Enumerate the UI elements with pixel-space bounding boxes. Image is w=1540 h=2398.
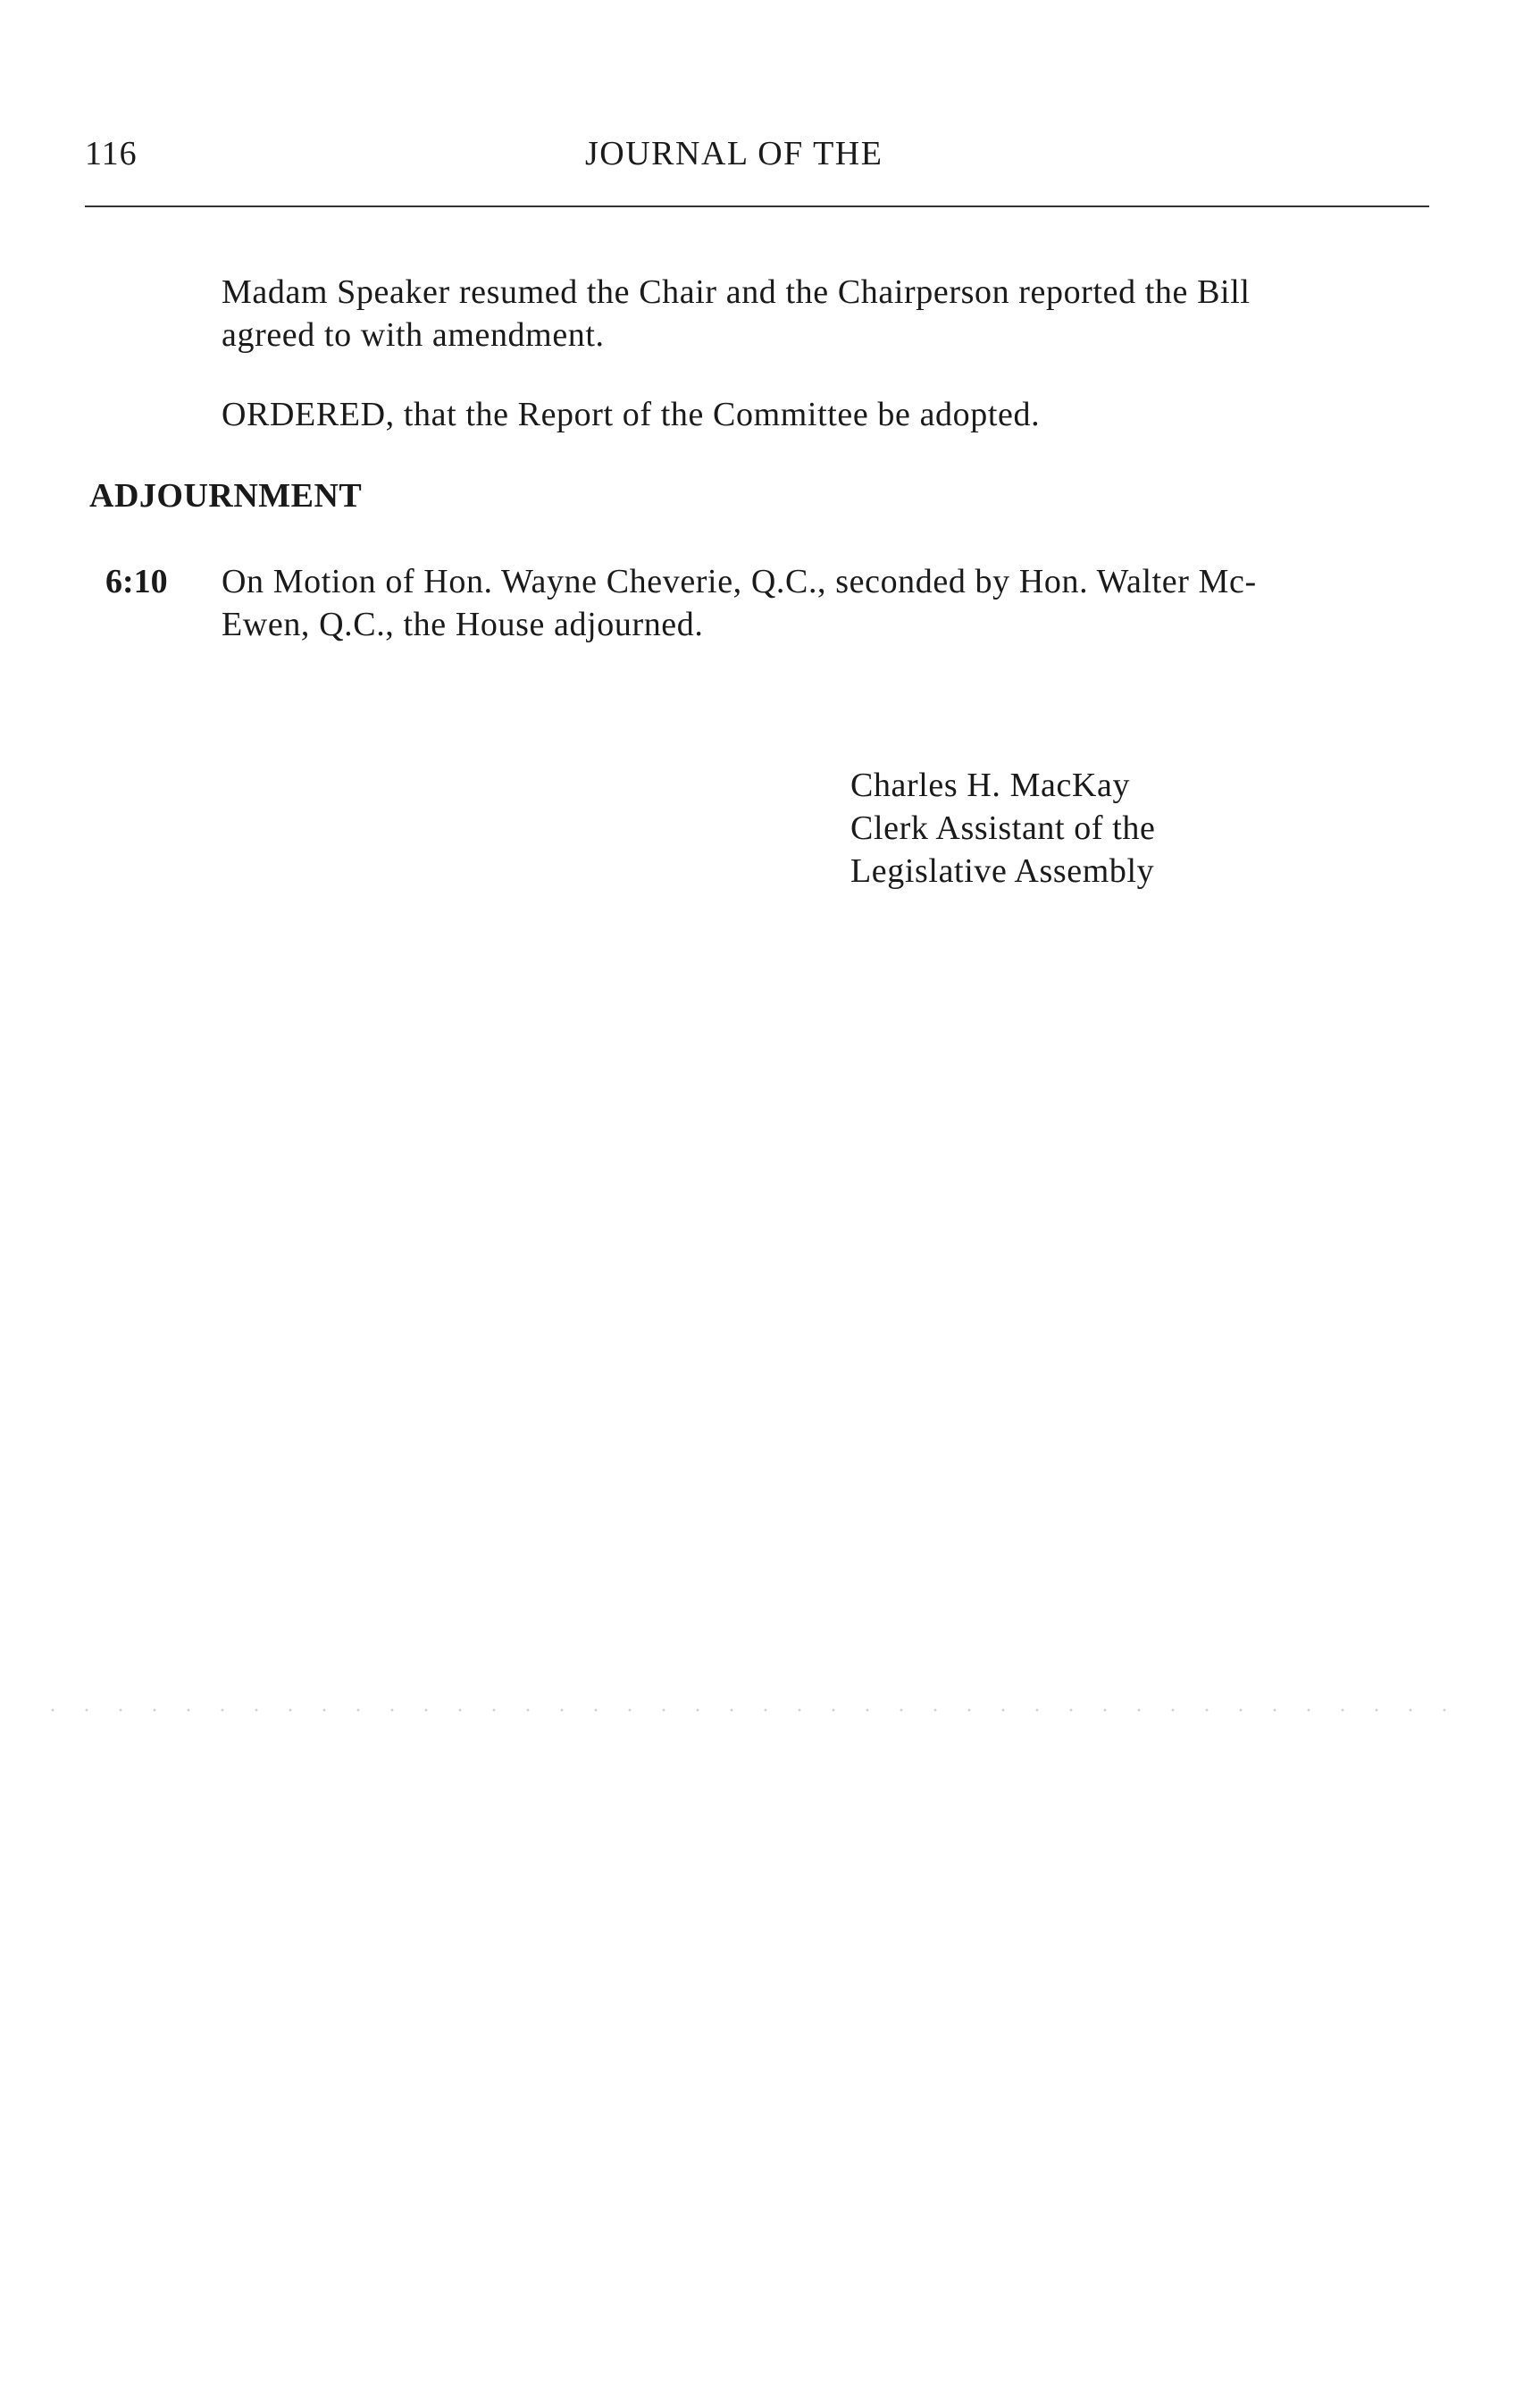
page-number: 116 bbox=[85, 135, 138, 172]
signature-title: Clerk Assistant of the bbox=[850, 809, 1156, 847]
paragraph-line: agreed to with amendment. bbox=[222, 316, 605, 354]
paragraph-line: Madam Speaker resumed the Chair and the Chairperson reported the Bill bbox=[222, 273, 1251, 311]
signature-title: Legislative Assembly bbox=[850, 852, 1155, 890]
signature-name: Charles H. MacKay bbox=[850, 767, 1131, 804]
paragraph-line: Ewen, Q.C., the House adjourned. bbox=[222, 606, 704, 643]
header-rule bbox=[85, 205, 1429, 207]
section-heading-adjournment: ADJOURNMENT bbox=[89, 477, 363, 515]
page-header bbox=[85, 134, 1429, 188]
time-label: 6:10 bbox=[105, 563, 168, 600]
faint-dotted-line bbox=[36, 1708, 1465, 1712]
adjournment-motion-paragraph bbox=[222, 560, 1436, 646]
signature-block bbox=[850, 764, 1155, 893]
ordered-paragraph: ORDERED, that the Report of the Committee be adopted. bbox=[222, 396, 1041, 433]
speaker-resumed-paragraph bbox=[222, 271, 1436, 356]
paragraph-line: On Motion of Hon. Wayne Cheverie, Q.C., seconded by Hon. Walter Mc- bbox=[222, 563, 1257, 600]
running-head: JOURNAL OF THE bbox=[585, 135, 883, 172]
